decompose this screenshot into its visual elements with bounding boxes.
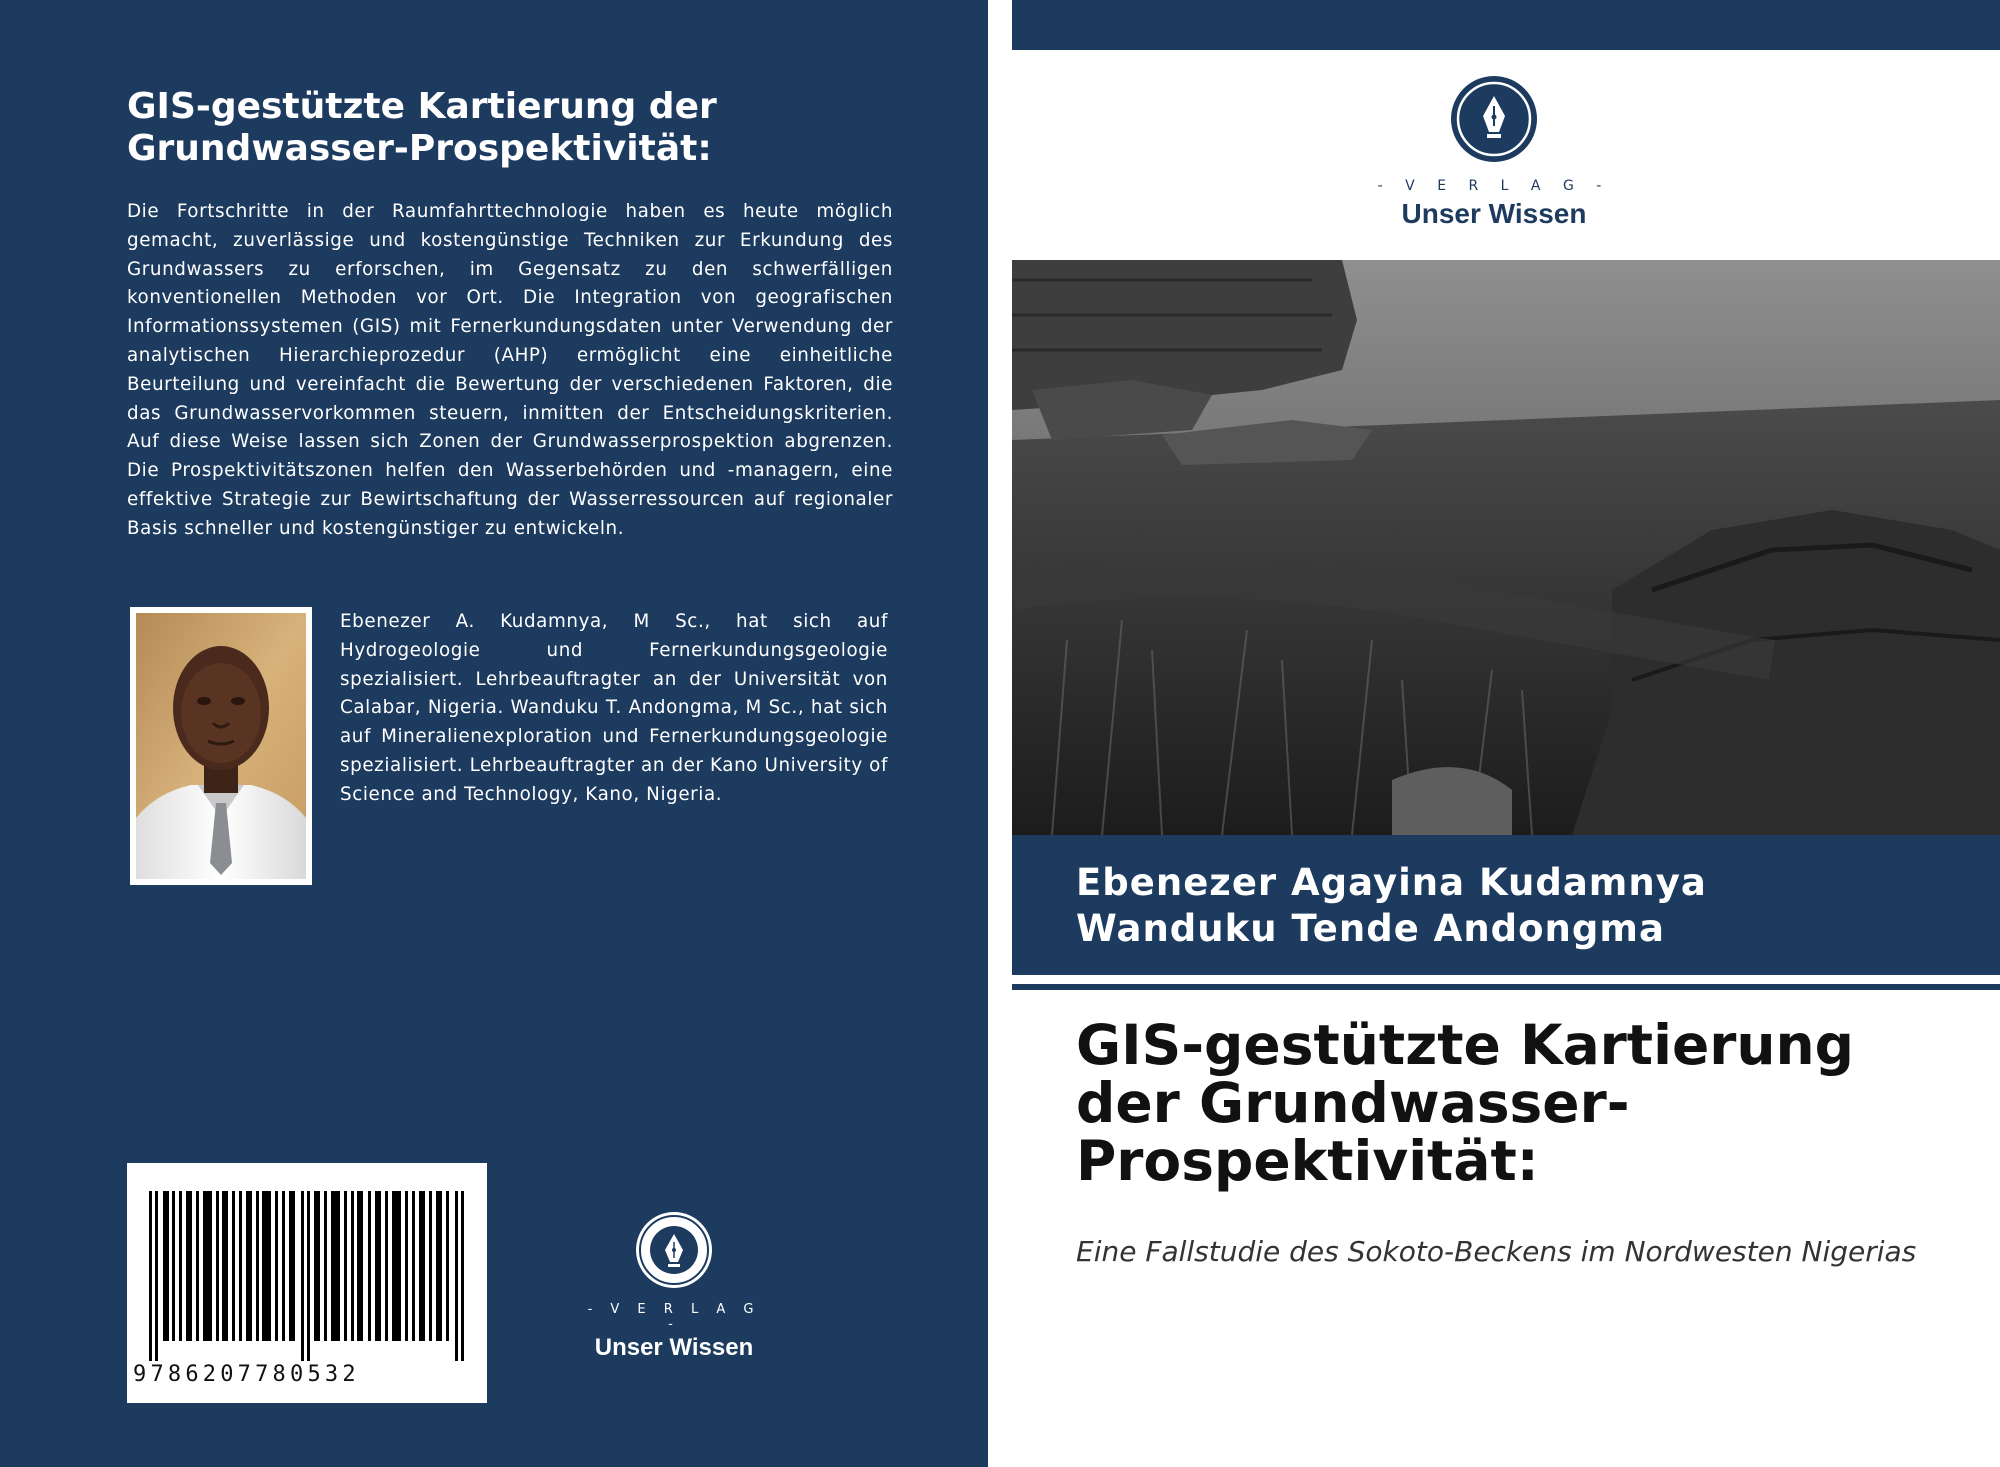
authors-band (1012, 835, 2000, 975)
barcode-bars (149, 1191, 465, 1361)
author-photo (130, 607, 312, 885)
cover-photo (1012, 260, 2000, 835)
publisher-logo-front (1374, 74, 1614, 230)
front-cover-title: GIS-gestützte Kartierung der Grundwasser-Prospektivität: (1076, 1013, 1855, 1193)
fountain-pen-nib-icon (634, 1210, 714, 1290)
author-name: Ebenezer Agayina Kudamnya (1076, 861, 1707, 904)
publisher-logo-back (584, 1210, 764, 1362)
isbn-barcode (127, 1163, 487, 1403)
spine (988, 0, 1012, 1467)
back-cover-blurb: Die Fortschritte in der Raumfahrttechnologie haben es heute möglich gemacht, zuverlässige und kostengünstige Techniken zur Erkundung des Grundwassers zu erforschen, im Gegensatz zu den schwerfälligen konventionellen Methoden vor Ort. Die Integration von geografischen Informationssystemen (GIS) mit Fernerkundungsdaten unter Verwendung der analytischen Hierarchieprozedur (AHP) ermöglicht eine einheitliche Beurteilung und vereinfacht die Bewertung der verschiedenen Faktoren, die das Grundwasservorkommen steuern, inmitten der Entscheidungskriterien. Auf diese Weise lassen sich Zonen der Grundwasserprospektion abgrenzen. Die Prospektivitätszonen helfen den Wasserbehörden und -managern, eine effektive Strategie zur Bewirtschaftung der Wasserressourcen auf regionaler Basis schneller und kostengünstiger zu entwickeln. (127, 201, 893, 539)
front-top-bar (1012, 0, 2000, 50)
author-bio: Ebenezer A. Kudamnya, M Sc., hat sich auf Hydrogeologie und Fernerkundungsgeologie spezialisiert. Lehrbeauftragter an der Universität von Calabar, Nigeria. Wanduku T. Andongma, M Sc., hat sich auf Mineralienexploration und Fernerkundungsgeologie spezialisiert. Lehrbeauftragter an der Kano University of Science and Technology, Kano, Nigeria. (340, 611, 888, 805)
isbn-number: 9786207780532 (133, 1362, 360, 1387)
back-cover-title: GIS-gestützte Kartierung der Grundwasser-Prospektivität: (127, 86, 717, 169)
author-portrait-image (136, 613, 306, 879)
fountain-pen-nib-icon (1449, 74, 1539, 164)
misty-rocky-moor-image (1012, 260, 2000, 835)
back-cover (0, 0, 988, 1467)
front-cover-subtitle: Eine Fallstudie des Sokoto-Beckens im Nordwesten Nigerias (1076, 1235, 1917, 1268)
author-name: Wanduku Tende Andongma (1076, 907, 1665, 950)
publisher-verlag-label: - V E R L A G - (587, 1302, 761, 1332)
publisher-brand-name: Unser Wissen (594, 1334, 754, 1361)
divider (1012, 984, 2000, 990)
publisher-verlag-label: - V E R L A G - (1377, 178, 1611, 194)
front-cover (1012, 0, 2000, 1467)
publisher-brand-name: Unser Wissen (1401, 198, 1587, 229)
